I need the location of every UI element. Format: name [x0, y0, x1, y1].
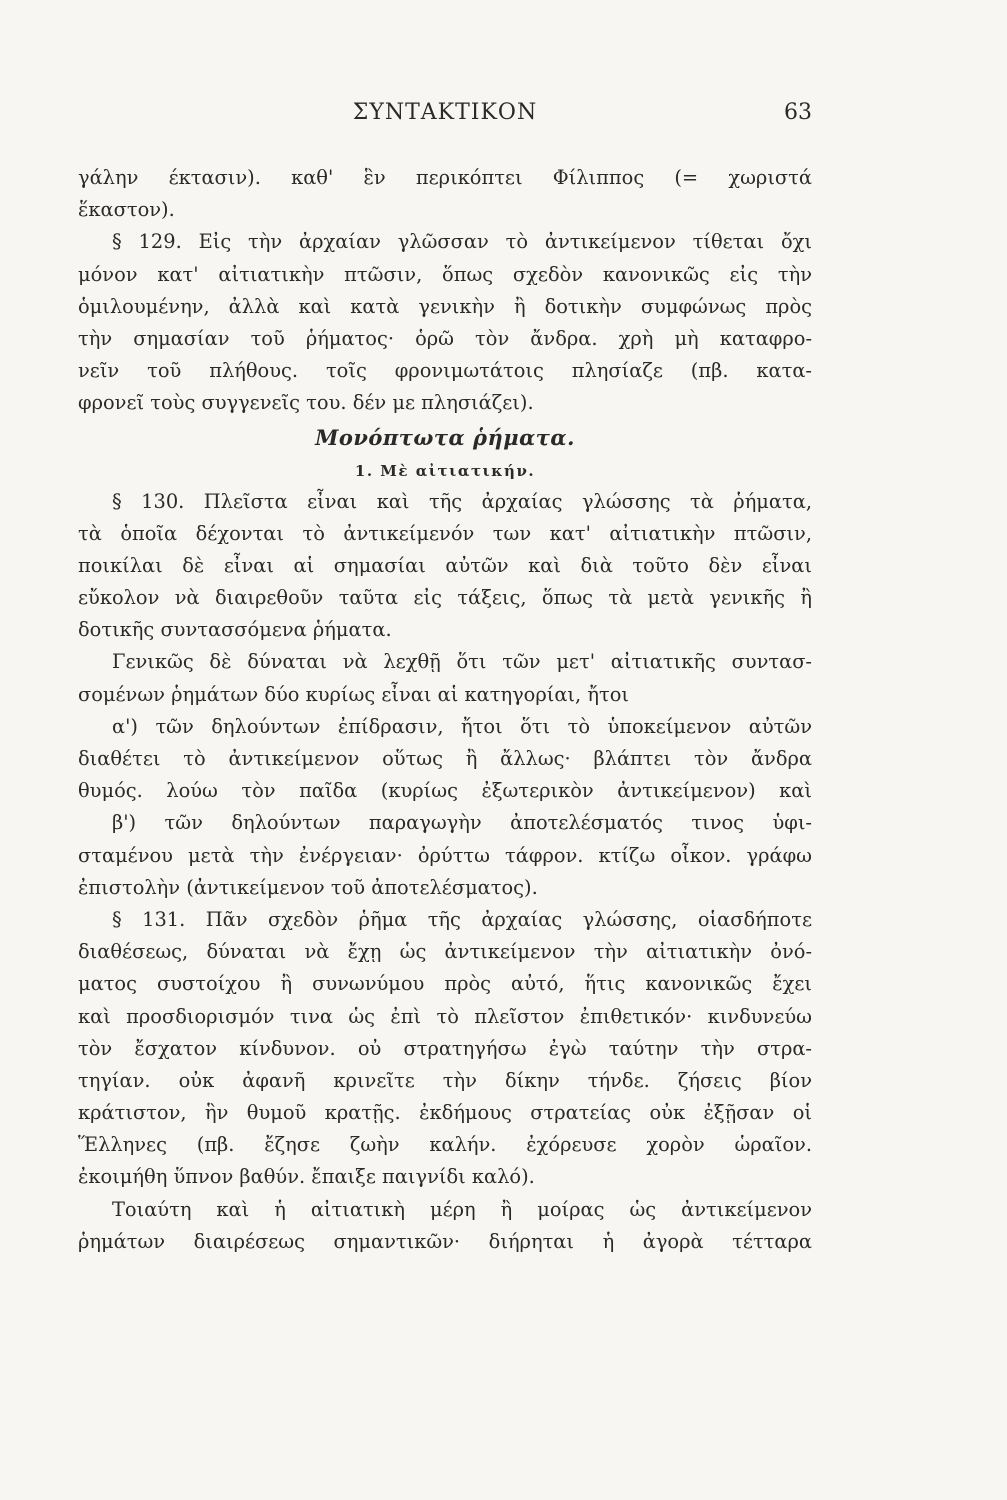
text-line: φρονεῖ τοὺς συγγενεῖς του. δέν με πλησιάζει).	[78, 391, 534, 415]
page-header	[78, 100, 812, 140]
paragraph-general-start: Γενικῶς δὲ δύναται νὰ λεχθῇ ὅτι τῶν μετ' αἰτιατικῆς συντασ-	[112, 650, 812, 674]
text-line: μόνον κατ' αἰτιατικὴν πτῶσιν, ὅπως σχεδὸν κανονικῶς εἰς τὴν	[78, 262, 812, 286]
page-number: 63	[784, 100, 812, 125]
text-line: διαθέσεως, δύναται νὰ ἔχῃ ὡς ἀντικείμενον τὴν αἰτιατικὴν ὀνό-	[78, 940, 812, 964]
text-line: τηγίαν. οὐκ ἀφανῆ κρινεῖτε τὴν δίκην τήνδε. ζήσεις βίον	[78, 1068, 812, 1092]
text-line: σομένων ῥημάτων δύο κυρίως εἶναι αἱ κατηγορίαι, ἤτοι	[78, 682, 629, 706]
section-heading: Μονόπτωτα ῥήματα.	[315, 424, 575, 450]
text-line: καὶ προσδιορισμόν τινα ὡς ἐπὶ τὸ πλεῖστον ἐπιθετικόν· κινδυνεύω	[78, 1004, 812, 1028]
text-line: τὴν σημασίαν τοῦ ῥήματος· ὁρῶ τὸν ἄνδρα. χρὴ μὴ καταφρο-	[78, 326, 812, 350]
paragraph-130-start: § 130. Πλεῖστα εἶναι καὶ τῆς ἀρχαίας γλώσσης τὰ ῥήματα,	[112, 489, 812, 513]
text-line: Ἕλληνες (πβ. ἔζησε ζωὴν καλήν. ἐχόρευσε χορὸν ὡραῖον.	[78, 1133, 812, 1157]
body-text	[78, 162, 812, 1258]
text-line: ὁμιλουμένην, ἀλλὰ καὶ κατὰ γενικὴν ἢ δοτικὴν συμφώνως πρὸς	[78, 294, 812, 318]
category-b: β') τῶν δηλούντων παραγωγὴν ἀποτελέσματός τινος ὑφι-	[112, 811, 812, 835]
text-line: διαθέτει τὸ ἀντικείμενον οὕτως ἢ ἄλλως· βλάπτει τὸν ἄνδρα	[78, 747, 812, 770]
text-line: ποικίλαι δὲ εἶναι αἱ σημασίαι αὐτῶν καὶ διὰ τοῦτο δὲν εἶναι	[78, 553, 812, 577]
text-line: τὸν ἔσχατον κίνδυνον. οὐ στρατηγήσω ἐγὼ ταύτην τὴν στρα-	[78, 1036, 812, 1060]
text-line: δοτικῆς συντασσόμενα ῥήματα.	[78, 618, 392, 642]
text-line: ῥημάτων διαιρέσεως σημαντικῶν· διήρηται ἡ ἀγορὰ τέτταρα	[78, 1229, 812, 1253]
text-line: σταμένου μετὰ τὴν ἐνέργειαν· ὀρύττω τάφρον. κτίζω οἶκον. γράφω	[78, 843, 812, 867]
text-line: θυμός. λούω τὸν παῖδα (κυρίως ἐξωτερικὸν ἀντικείμενον) καὶ	[78, 779, 812, 803]
running-title: ΣΥΝΤΑΚΤΙΚΟΝ	[352, 100, 538, 125]
text-line: ματος συστοίχου ἢ συνωνύμου πρὸς αὐτό, ἥτις κανονικῶς ἔχει	[78, 972, 812, 996]
section-subheading: 1. Μὲ αἰτιατικήν.	[354, 461, 536, 480]
text-line: γάλην έκτασιν). καθ' ἓν περικόπτει Φίλιππος (= χωριστά	[78, 166, 812, 189]
text-line: κράτιστον, ἣν θυμοῦ κρατῇς. ἐκδήμους στρατείας οὐκ ἐξῇσαν οἱ	[78, 1101, 812, 1125]
text-line: ἐκοιμήθη ὕπνον βαθύν. ἔπαιξε παιγνίδι καλό).	[78, 1165, 535, 1189]
text-line: ἕκαστον).	[78, 198, 175, 222]
text-line: εὔκολον νὰ διαιρεθοῦν ταῦτα εἰς τάξεις, ὅπως τὰ μετὰ γενικῆς ἢ	[78, 586, 812, 610]
text-line: ἐπιστολὴν (ἀντικείμενον τοῦ ἀποτελέσματος).	[78, 875, 538, 899]
text-line: νεῖν τοῦ πλήθους. τοῖς φρονιμωτάτοις πλησίαζε (πβ. κατα-	[78, 359, 812, 383]
category-a: α') τῶν δηλούντων ἐπίδρασιν, ἤτοι ὅτι τὸ ὑποκείμενον αὐτῶν	[112, 714, 812, 738]
paragraph-131-start: § 131. Πᾶν σχεδὸν ῥῆμα τῆς ἀρχαίας γλώσσης, οἱασδήποτε	[112, 907, 812, 931]
paragraph-129-start: § 129. Εἰς τὴν ἀρχαίαν γλῶσσαν τὸ ἀντικείμενον τίθεται ὄχι	[112, 230, 812, 254]
paragraph-final-start: Τοιαύτη καὶ ἡ αἰτιατικὴ μέρη ἢ μοίρας ὡς ἀντικείμενον	[112, 1197, 812, 1221]
text-line: τὰ ὁποῖα δέχονται τὸ ἀντικείμενόν των κατ' αἰτιατικὴν πτῶσιν,	[78, 521, 812, 545]
